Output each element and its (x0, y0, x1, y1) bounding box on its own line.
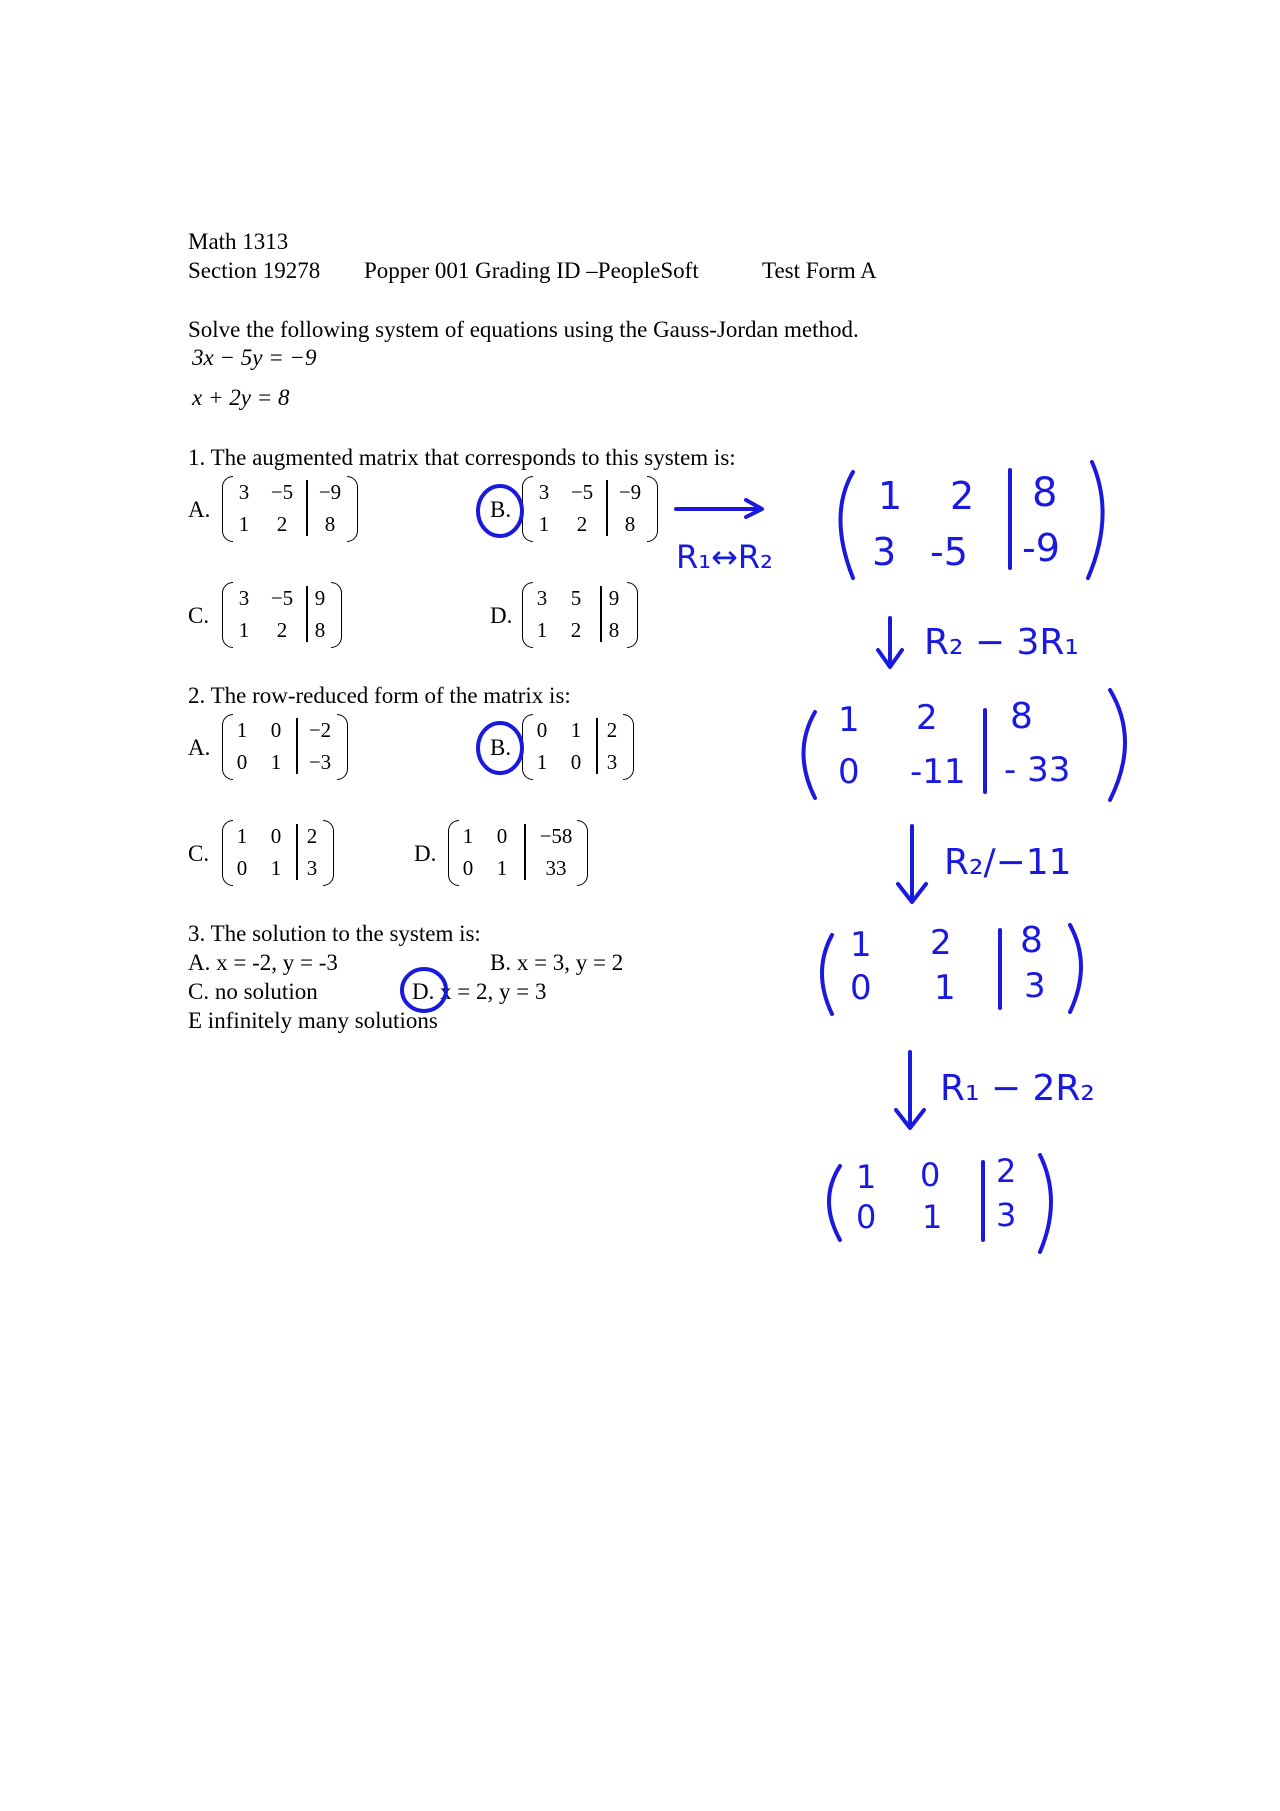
matrix-cell: 9 (314, 586, 326, 610)
ink-paren (1070, 925, 1081, 1012)
q3-option-b[interactable]: B. x = 3, y = 2 (490, 950, 624, 975)
matrix-cell: 1 (536, 750, 548, 774)
ink-cell: 3 (996, 1196, 1017, 1234)
matrix-cell: 1 (496, 856, 508, 880)
matrix-cell: 1 (270, 856, 282, 880)
ink-cell: 1 (838, 700, 860, 740)
q2-option-b-label[interactable]: B. (490, 735, 512, 760)
course-title: Math 1313 (188, 229, 289, 254)
matrix-cell: 1 (462, 824, 474, 848)
matrix-cell: 33 (545, 856, 567, 880)
matrix-cell: 2 (276, 618, 288, 642)
matrix-cell: 1 (236, 718, 248, 742)
ink-cell: 1 (850, 925, 872, 965)
matrix-cell: 1 (570, 718, 582, 742)
ink-paren (1088, 462, 1103, 578)
matrix-cell: 0 (236, 750, 248, 774)
answer-circle-q3 (402, 969, 446, 1011)
q2-option-d-label[interactable]: D. (414, 841, 437, 866)
q3-option-a[interactable]: A. x = -2, y = -3 (188, 950, 338, 975)
matrix-cell: 8 (324, 512, 336, 536)
matrix-cell: −3 (308, 750, 332, 774)
q3-option-e[interactable]: E infinitely many solutions (188, 1008, 438, 1033)
q3-option-c[interactable]: C. no solution (188, 979, 318, 1004)
ink-cell: 8 (1020, 920, 1043, 961)
test-form: Test Form A (762, 258, 877, 283)
ink-op-r2-minus-3r1: R₂ − 3R₁ (924, 622, 1079, 663)
ink-paren (822, 935, 832, 1014)
ink-cell: 2 (996, 1152, 1017, 1190)
ink-paren (841, 472, 854, 578)
ink-cell: 2 (930, 923, 952, 963)
matrix-cell: 0 (536, 718, 548, 742)
matrix-cell: 2 (606, 718, 618, 742)
matrix-cell: −2 (308, 718, 332, 742)
ink-cell: 3 (1024, 966, 1046, 1006)
ink-paren (1110, 690, 1125, 800)
ink-cell: 1 (878, 474, 903, 518)
ink-cell: 8 (1032, 470, 1058, 516)
q3-option-d[interactable]: x = 2, y = 3 (440, 979, 547, 1004)
arrow-down-icon (896, 1052, 924, 1128)
ink-cell: 2 (950, 474, 975, 518)
q1-prompt: 1. The augmented matrix that corresponds to this system is: (188, 445, 736, 470)
ink-paren (1040, 1155, 1051, 1252)
ink-cell: 1 (922, 1198, 943, 1236)
matrix-cell: 1 (238, 618, 250, 642)
ink-op-swap: R₁↔R₂ (676, 538, 773, 576)
matrix-cell: 2 (570, 618, 582, 642)
matrix-cell: 8 (624, 512, 636, 536)
matrix-cell: 0 (270, 824, 282, 848)
ink-op-r1-minus-2r2: R₁ − 2R₂ (940, 1068, 1095, 1109)
matrix-cell: −9 (618, 480, 642, 504)
q3-option-d-label[interactable]: D. (412, 979, 435, 1004)
q1-option-b-label[interactable]: B. (490, 497, 512, 522)
ink-op-r2-div: R₂/−11 (944, 842, 1072, 883)
matrix-cell: 0 (462, 856, 474, 880)
matrix-cell: 0 (496, 824, 508, 848)
matrix-cell: −9 (318, 480, 342, 504)
q1-option-c-label[interactable]: C. (188, 603, 210, 628)
matrix-cell: 1 (236, 824, 248, 848)
matrix-cell: 3 (606, 750, 618, 774)
equation-2: x + 2y = 8 (192, 385, 290, 410)
matrix-cell: 3 (306, 856, 318, 880)
matrix-cell: 1 (538, 512, 550, 536)
matrix-cell: 8 (608, 618, 620, 642)
arrow-right-icon (676, 500, 762, 517)
ink-paren (804, 712, 816, 798)
matrix-cell: −5 (270, 480, 294, 504)
matrix-cell: 0 (570, 750, 582, 774)
matrix-cell: 0 (270, 718, 282, 742)
matrix-cell: 9 (608, 586, 620, 610)
instruction-text: Solve the following system of equations using the Gauss-Jordan method. (188, 317, 859, 342)
matrix-cell: 2 (306, 824, 318, 848)
matrix-cell: 3 (238, 586, 250, 610)
arrow-down-icon (878, 618, 902, 667)
ink-cell: -9 (1022, 526, 1060, 570)
matrix-cell: 3 (538, 480, 550, 504)
matrix-cell: 3 (238, 480, 250, 504)
q2-option-a-label[interactable]: A. (188, 735, 211, 760)
matrix-cell: 5 (570, 586, 582, 610)
section-number: Section 19278 (188, 258, 321, 283)
ink-cell: 0 (850, 968, 872, 1008)
arrow-down-icon (898, 826, 926, 902)
ink-cell: 1 (856, 1158, 877, 1196)
answer-circle-q2 (478, 723, 522, 773)
ink-cell: - 33 (1004, 750, 1071, 790)
q3-prompt: 3. The solution to the system is: (188, 921, 481, 946)
q1-option-d-label[interactable]: D. (490, 603, 513, 628)
matrix-cell: 0 (236, 856, 248, 880)
ink-cell: -5 (930, 530, 968, 574)
matrix-cell: 1 (238, 512, 250, 536)
matrix-cell: 8 (314, 618, 326, 642)
ink-cell: 8 (1010, 696, 1033, 737)
ink-cell: 0 (920, 1156, 941, 1194)
popper-id: Popper 001 Grading ID –PeopleSoft (364, 258, 699, 283)
ink-cell: 1 (934, 968, 956, 1008)
answer-circle-q1 (478, 486, 522, 536)
ink-cell: -11 (910, 752, 966, 792)
ink-cell: 0 (838, 752, 860, 792)
matrix-cell: 2 (276, 512, 288, 536)
ink-cell: 2 (916, 698, 938, 738)
q2-prompt: 2. The row-reduced form of the matrix is: (188, 683, 571, 708)
matrix-cell: 1 (270, 750, 282, 774)
q1-option-a-label[interactable]: A. (188, 497, 211, 522)
q2-option-c-label[interactable]: C. (188, 841, 210, 866)
matrix-cell: 3 (536, 586, 548, 610)
matrix-cell: −58 (539, 824, 573, 848)
matrix-cell: 2 (576, 512, 588, 536)
matrix-cell: −5 (570, 480, 594, 504)
matrix-cell: 1 (536, 618, 548, 642)
ink-cell: 3 (872, 530, 897, 574)
ink-cell: 0 (856, 1198, 877, 1236)
equation-1: 3x − 5y = −9 (192, 345, 317, 370)
ink-paren (829, 1166, 840, 1240)
matrix-cell: −5 (270, 586, 294, 610)
